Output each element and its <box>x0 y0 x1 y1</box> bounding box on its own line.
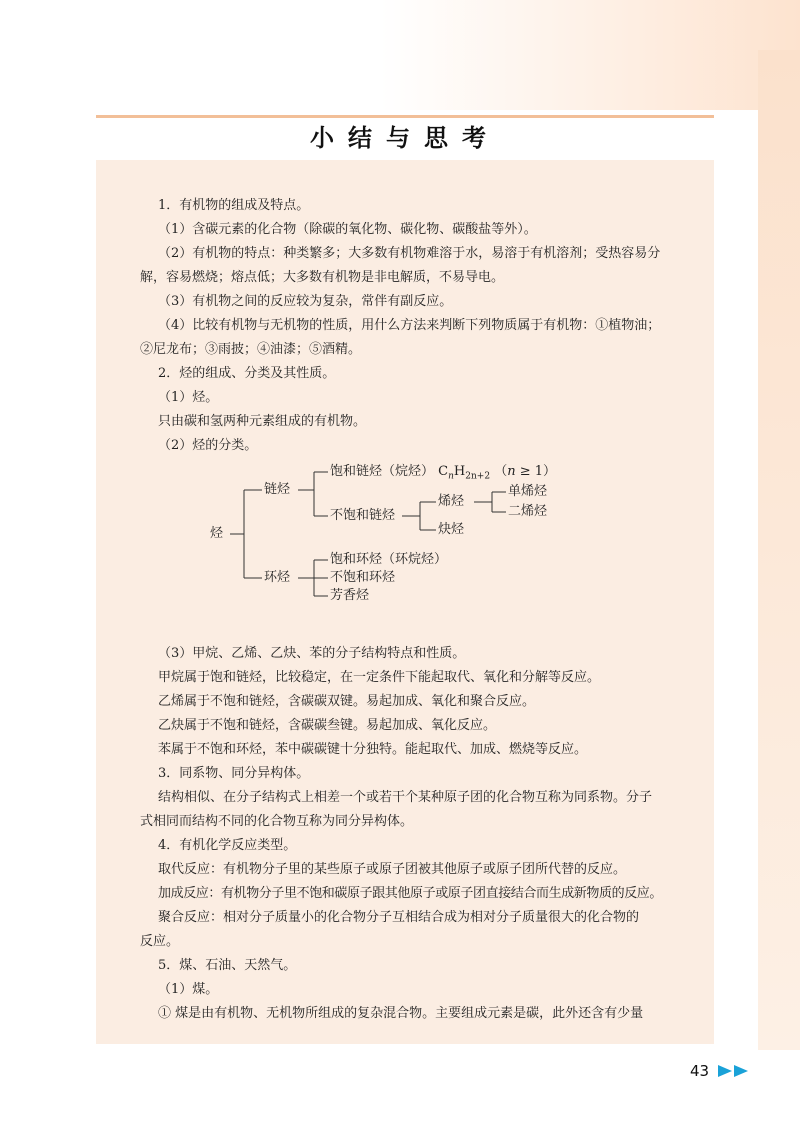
tree-node-alkyne: 炔烃 <box>438 522 465 537</box>
formula-condition: （n ≥ 1） <box>494 464 557 479</box>
paragraph: 苯属于不饱和环烃，苯中碳碳键十分独特。能起取代、加成、燃烧等反应。 <box>158 742 588 757</box>
paragraph: 结构相似、在分子结构式上相差一个或若干个某种原子团的化合物互称为同系物。分子 <box>158 790 653 805</box>
next-page-arrow-icon <box>716 1062 756 1080</box>
alkane-formula: $C_nH_{2n+2}$ <box>438 464 491 482</box>
paragraph: 5．煤、石油、天然气。 <box>158 958 297 973</box>
paragraph: （3）有机物之间的反应较为复杂，常伴有副反应。 <box>158 294 453 309</box>
paragraph: （2）烃的分类。 <box>158 438 258 453</box>
paragraph: 2．烃的组成、分类及其性质。 <box>158 366 336 381</box>
tree-node-monoalkene: 单烯烃 <box>508 484 548 499</box>
paragraph: ① 煤是由有机物、无机物所组成的复杂混合物。主要组成元素是碳，此外还含有少量 <box>158 1006 644 1021</box>
side-decoration <box>758 50 800 1050</box>
paragraph: 1．有机物的组成及特点。 <box>158 198 310 213</box>
tree-node-unsaturated-ring: 不饱和环烃 <box>330 570 396 585</box>
header-decoration <box>380 0 800 110</box>
tree-node-ring: 环烃 <box>264 570 291 585</box>
paragraph: 式相同而结构不同的化合物互称为同分异构体。 <box>140 814 414 829</box>
tree-node-unsaturated-chain: 不饱和链烃 <box>330 508 396 523</box>
paragraph: 4．有机化学反应类型。 <box>158 838 297 853</box>
paragraph: 解，容易燃烧；熔点低；大多数有机物是非电解质，不易导电。 <box>140 270 505 285</box>
tree-node-aromatic: 芳香烃 <box>330 588 370 603</box>
tree-node-alkene: 烯烃 <box>438 494 465 509</box>
tree-node-chain: 链烃 <box>264 482 291 497</box>
paragraph: 反应。 <box>140 934 180 949</box>
tree-node-saturated-ring: 饱和环烃（环烷烃） <box>330 552 448 567</box>
paragraph: （1）煤。 <box>158 982 219 997</box>
paragraph: 乙烯属于不饱和链烃，含碳碳双键。易起加成、氧化和聚合反应。 <box>158 694 536 709</box>
paragraph: （1）烃。 <box>158 390 219 405</box>
tree-root: 烃 <box>210 526 224 541</box>
paragraph: （2）有机物的特点：种类繁多；大多数有机物难溶于水，易溶于有机溶剂；受热容易分 <box>158 246 661 261</box>
paragraph: 3．同系物、同分异构体。 <box>158 766 310 781</box>
page-title: 小结与思考 <box>310 124 500 152</box>
paragraph: 取代反应：有机物分子里的某些原子或原子团被其他原子或原子团所代替的反应。 <box>158 862 627 877</box>
paragraph: 乙炔属于不饱和链烃，含碳碳叁键。易起加成、氧化反应。 <box>158 718 497 733</box>
paragraph: 聚合反应：相对分子质量小的化合物分子互相结合成为相对分子质量很大的化合物的 <box>158 910 640 925</box>
page-number: 43 <box>690 1062 710 1080</box>
paragraph: （3）甲烷、乙烯、乙炔、苯的分子结构特点和性质。 <box>158 646 466 661</box>
paragraph: 只由碳和氢两种元素组成的有机物。 <box>158 414 367 429</box>
paragraph: （1）含碳元素的化合物（除碳的氧化物、碳化物、碳酸盐等外）。 <box>158 222 537 237</box>
paragraph: （4）比较有机物与无机物的性质，用什么方法来判断下列物质属于有机物：①植物油； <box>158 318 661 333</box>
paragraph: ②尼龙布；③雨披；④油漆；⑤酒精。 <box>140 342 362 357</box>
saturated-chain-label: 饱和链烃（烷烃） <box>330 464 435 479</box>
paragraph: 甲烷属于饱和链烃，比较稳定，在一定条件下能起取代、氧化和分解等反应。 <box>158 670 601 685</box>
hydrocarbon-classification-tree <box>210 460 610 630</box>
paragraph: 加成反应：有机物分子里不饱和碳原子跟其他原子或原子团直接结合而生成新物质的反应。 <box>158 886 663 901</box>
tree-node-diene: 二烯烃 <box>508 504 548 519</box>
